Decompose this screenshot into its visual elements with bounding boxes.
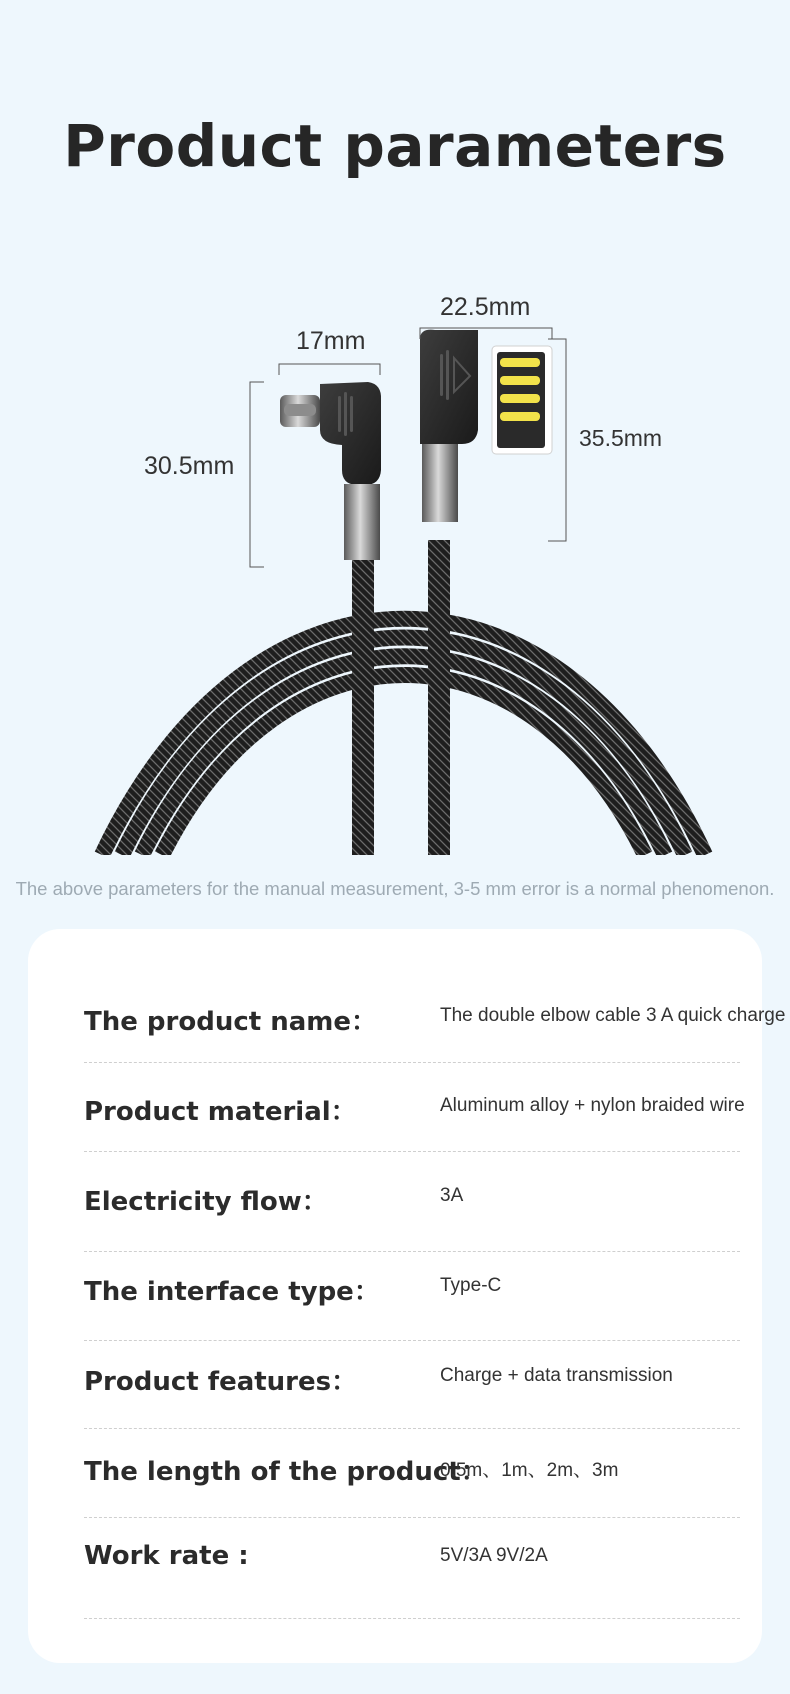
spec-card bbox=[28, 929, 786, 1663]
usb-c-cable bbox=[352, 560, 374, 855]
spec-label: The length of the product： bbox=[84, 1457, 487, 1487]
spec-label: The interface type： bbox=[84, 1277, 380, 1307]
usb-a-height-label: 35.5mm bbox=[579, 425, 663, 451]
usb-c-connector bbox=[280, 382, 381, 560]
spec-row-features bbox=[84, 1361, 740, 1429]
spec-row-length bbox=[84, 1451, 740, 1518]
cable-illustration bbox=[0, 280, 790, 855]
usb-a-cable bbox=[428, 540, 450, 855]
page-title: Product parameters bbox=[63, 112, 727, 180]
spec-row-product-name bbox=[84, 1001, 786, 1063]
spec-value: Type-C bbox=[440, 1275, 502, 1296]
spec-label: Electricity flow： bbox=[84, 1187, 328, 1217]
spec-label: The product name： bbox=[84, 1007, 378, 1037]
spec-row-interface-type bbox=[84, 1271, 740, 1341]
usb-c-height-label: 30.5mm bbox=[144, 452, 235, 480]
spec-row-work-rate bbox=[84, 1541, 740, 1619]
spec-value: Aluminum alloy + nylon braided wire bbox=[440, 1095, 745, 1116]
cable-diagram bbox=[0, 280, 790, 855]
spec-value: The double elbow cable 3 A quick charge bbox=[440, 1005, 786, 1026]
spec-label: Product material： bbox=[84, 1097, 357, 1127]
usb-a-width-label: 22.5mm bbox=[440, 293, 531, 321]
usb-c-width-label: 17mm bbox=[296, 327, 366, 355]
cable-coils bbox=[102, 619, 705, 855]
measurement-disclaimer: The above parameters for the manual measurement, 3-5 mm error is a normal phenomenon. bbox=[15, 878, 775, 899]
spec-value: 0.5m、1m、2m、3m bbox=[440, 1460, 619, 1481]
spec-value: 3A bbox=[440, 1185, 464, 1206]
spec-value: Charge + data transmission bbox=[440, 1365, 673, 1386]
spec-row-material bbox=[84, 1091, 745, 1152]
spec-row-electricity-flow bbox=[84, 1181, 740, 1252]
spec-label: Product features： bbox=[84, 1367, 358, 1397]
spec-label: Work rate : bbox=[84, 1541, 249, 1571]
spec-value: 5V/3A 9V/2A bbox=[440, 1545, 548, 1566]
usb-a-connector bbox=[420, 330, 552, 522]
